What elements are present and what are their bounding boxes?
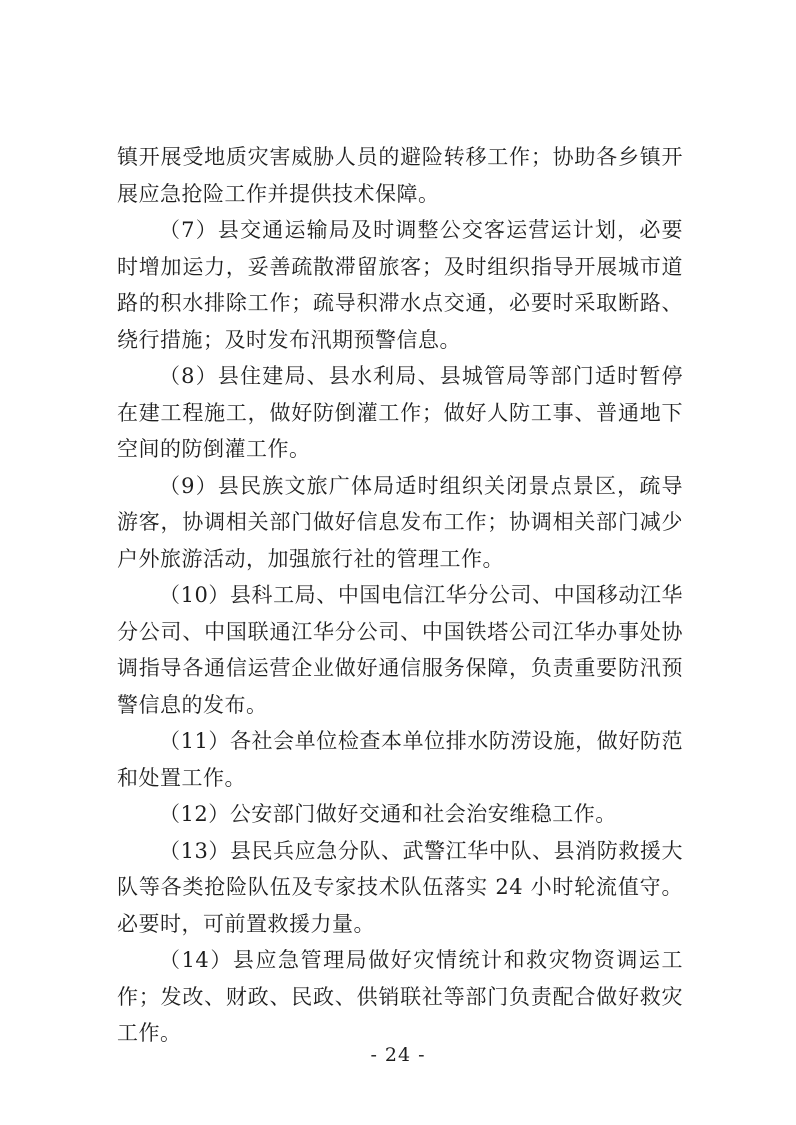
paragraph-item-14: （14）县应急管理局做好灾情统计和救灾物资调运工作；发改、财政、民政、供销联社等部门负责配合做好救灾工作。: [117, 948, 683, 1045]
page-number: - 24 -: [370, 1044, 426, 1066]
paragraph-item-13: （13）县民兵应急分队、武警江华中队、县消防救援大队等各类抢险队伍及专家技术队伍落实 24 小时轮流值守。必要时，可前置救援力量。: [117, 838, 683, 936]
paragraph-item-12: （12）公安部门做好交通和社会治安维稳工作。: [159, 802, 617, 826]
paragraph-item-10: （10）县科工局、中国电信江华分公司、中国移动江华分公司、中国联通江华分公司、中国铁塔公司江华办事处协调指导各通信运营企业做好通信服务保障，负责重要防汛预警信息的发布。: [117, 583, 683, 717]
paragraph-item-9: （9）县民族文旅广体局适时组织关闭景点景区，疏导游客，协调相关部门做好信息发布工作；协调相关部门减少户外旅游活动，加强旅行社的管理工作。: [117, 473, 683, 571]
paragraph-continuation: 镇开展受地质灾害威胁人员的避险转移工作；协助各乡镇开展应急抢险工作并提供技术保障。: [117, 145, 683, 206]
body-text: [117, 139, 683, 1052]
paragraph-item-11: （11）各社会单位检查本单位排水防涝设施，做好防范和处置工作。: [117, 729, 683, 790]
paragraph-item-7: （7）县交通运输局及时调整公交客运营运计划，必要时增加运力，妥善疏散滞留旅客；及时组织指导开展城市道路的积水排除工作；疏导积滞水点交通，必要时采取断路、绕行措施；及时发布汛期预警信息。: [117, 218, 683, 352]
paragraph-item-8: （8）县住建局、县水利局、县城管局等部门适时暂停在建工程施工，做好防倒灌工作；做好人防工事、普通地下空间的防倒灌工作。: [117, 364, 683, 461]
